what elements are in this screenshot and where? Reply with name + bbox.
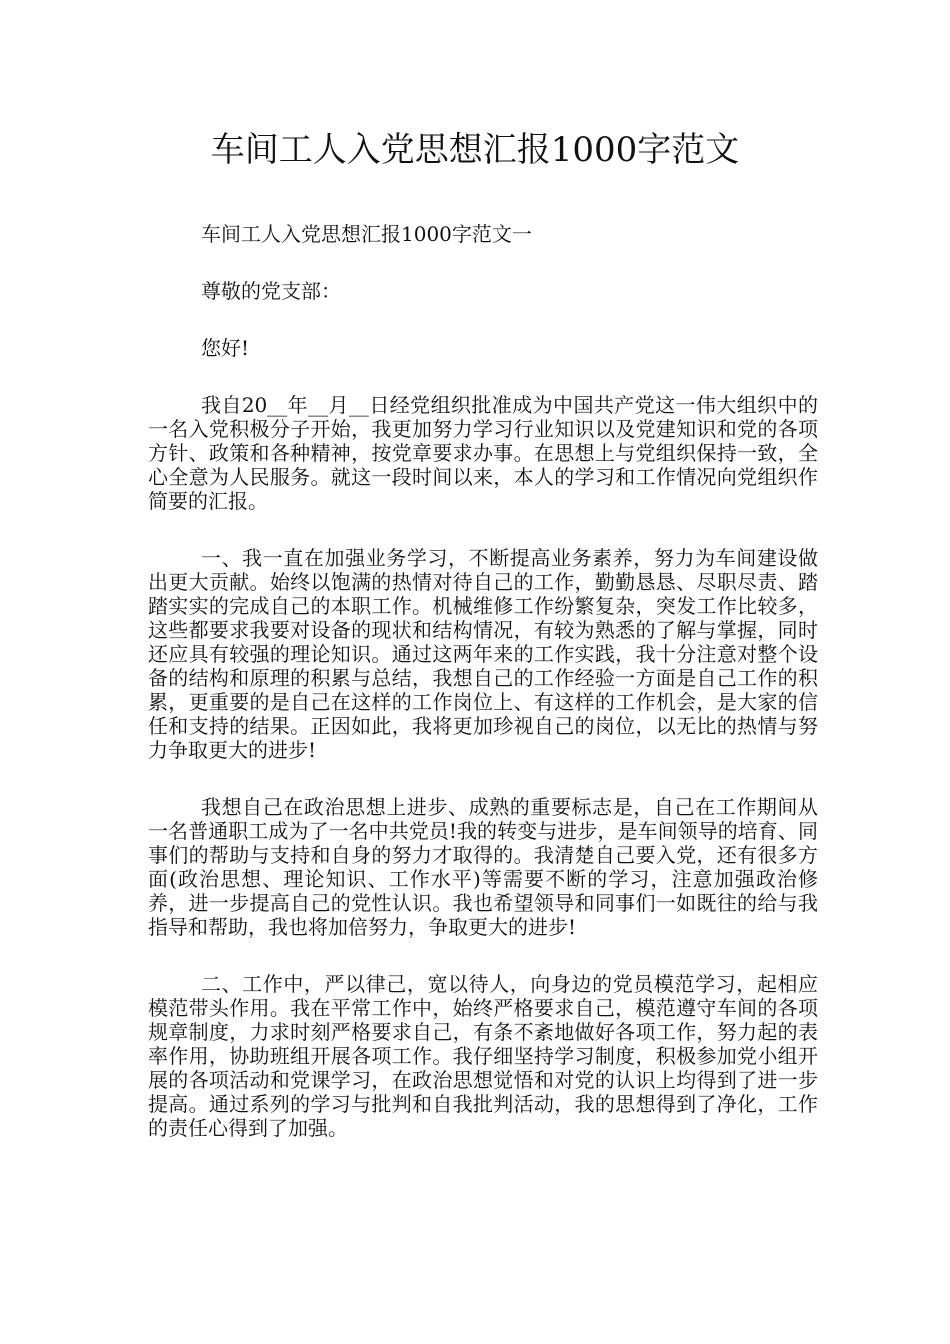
- paragraph-4: 二、工作中，严以律己，宽以待人，向身边的党员模范学习，起相应模范带头作用。我在平常工作中，始终严格要求自己，模范遵守车间的各项规章制度，力求时刻严格要求自己，有条不紊地做好各项工作，努力起的表率作用，协助班组开展各项工作。我仔细坚持学习制度，积极参加党小组开展的各项活动和党课学习，在政治思想觉悟和对党的认识上均得到了进一步提高。通过系列的学习与批判和自我批判活动，我的思想得到了净化，工作的责任心得到了加强。: [148, 972, 818, 1140]
- document-title: 车间工人入党思想汇报1000字范文: [210, 130, 740, 170]
- document-subtitle: 车间工人入党思想汇报1000字范文一: [201, 222, 532, 246]
- greeting: 您好!: [201, 336, 250, 360]
- paragraph-1: 我自20__年__月__日经党组织批准成为中国共产党这一伟大组织中的一名入党积极分子开始，我更加努力学习行业知识以及党建知识和党的各项方针、政策和各种精神，按党章要求办事。在思想上与党组织保持一致，全心全意为人民服务。就这一段时间以来，本人的学习和工作情况向党组织作简要的汇报。: [148, 393, 818, 513]
- salutation: 尊敬的党支部：: [201, 279, 341, 303]
- paragraph-3: 我想自己在政治思想上进步、成熟的重要标志是，自己在工作期间从一名普通职工成为了一名中共党员!我的转变与进步，是车间领导的培育、同事们的帮助与支持和自身的努力才取得的。我清楚自己要入党，还有很多方面(政治思想、理论知识、工作水平)等需要不断的学习，注意加强政治修养，进一步提高自己的党性认识。我也希望领导和同事们一如既往的给与我指导和帮助，我也将加倍努力，争取更大的进步!: [148, 795, 818, 939]
- document-body: [148, 222, 818, 1170]
- paragraph-2: 一、我一直在加强业务学习，不断提高业务素养，努力为车间建设做出更大贡献。始终以饱满的热情对待自己的工作，勤勤恳恳、尽职尽责、踏踏实实的完成自己的本职工作。机械维修工作纷繁复杂，突发工作比较多，这些都要求我要对设备的现状和结构情况，有较为熟悉的了解与掌握，同时还应具有较强的理论知识。通过这两年来的工作实践，我十分注意对整个设备的结构和原理的积累与总结，我想自己的工作经验一方面是自己工作的积累，更重要的是自己在这样的工作岗位上、有这样的工作机会，是大家的信任和支持的结果。正因如此，我将更加珍视自己的岗位，以无比的热情与努力争取更大的进步!: [148, 546, 818, 762]
